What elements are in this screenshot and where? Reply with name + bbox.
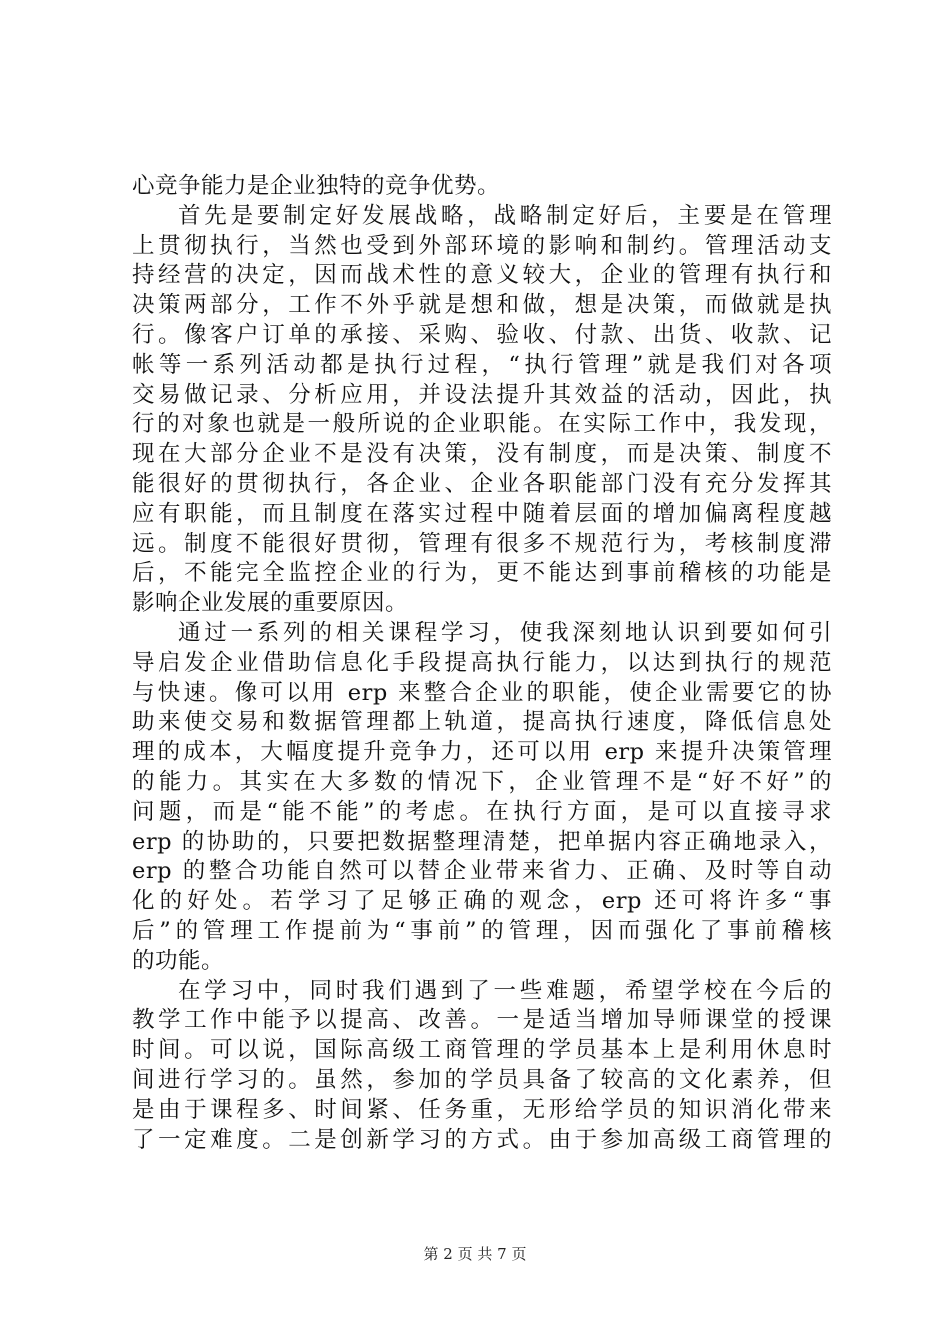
text-line: 决策两部分，工作不外乎就是想和做，想是决策，而做就是执: [132, 292, 832, 319]
text-line: erp 的协助的，只要把数据整理清楚，把单据内容正确地录入，: [132, 828, 832, 855]
text-line: 能很好的贯彻执行，各企业、企业各职能部门没有充分发挥其: [132, 470, 832, 497]
text-line: 帐等一系列活动都是执行过程，“执行管理”就是我们对各项: [132, 351, 832, 378]
text-line: 后，不能完全监控企业的行为，更不能达到事前稽核的功能是: [132, 560, 832, 587]
text-line: 教学工作中能予以提高、改善。一是适当增加导师课堂的授课: [132, 1007, 832, 1034]
text-line: 后”的管理工作提前为“事前”的管理，因而强化了事前稽核: [132, 917, 832, 944]
text-line: 交易做记录、分析应用，并设法提升其效益的活动，因此，执: [132, 381, 832, 408]
text-line: 问题，而是“能不能”的考虑。在执行方面，是可以直接寻求: [132, 798, 832, 825]
text-line: 在学习中，同时我们遇到了一些难题，希望学校在今后的: [178, 977, 832, 1004]
text-line: 上贯彻执行，当然也受到外部环境的影响和制约。管理活动支: [132, 232, 832, 259]
page-number-footer: 第 2 页 共 7 页: [423, 1245, 527, 1263]
text-line: 首先是要制定好发展战略，战略制定好后，主要是在管理: [178, 202, 832, 229]
text-line: 远。制度不能很好贯彻，管理有很多不规范行为，考核制度滞: [132, 530, 832, 557]
text-line: erp 的整合功能自然可以替企业带来省力、正确、及时等自动: [132, 858, 832, 885]
text-line: 助来使交易和数据管理都上轨道，提高执行速度，降低信息处: [132, 709, 832, 736]
text-line: 心竞争能力是企业独特的竞争优势。: [132, 173, 501, 199]
text-line: 时间。可以说，国际高级工商管理的学员基本上是利用休息时: [132, 1037, 832, 1064]
text-line: 现在大部分企业不是没有决策，没有制度，而是决策、制度不: [132, 441, 832, 468]
text-line: 的能力。其实在大多数的情况下，企业管理不是“好不好”的: [132, 768, 832, 795]
text-line: 是由于课程多、时间紧、任务重，无形给学员的知识消化带来: [132, 1096, 832, 1123]
text-line: 导启发企业借助信息化手段提高执行能力，以达到执行的规范: [132, 649, 832, 676]
text-line: 与快速。像可以用 erp 来整合企业的职能，使企业需要它的协: [132, 679, 832, 706]
document-body: [132, 172, 832, 1155]
text-line: 理的成本，大幅度提升竞争力，还可以用 erp 来提升决策管理: [132, 739, 832, 766]
text-line: 行的对象也就是一般所说的企业职能。在实际工作中，我发现，: [132, 411, 832, 438]
text-line: 间进行学习的。虽然，参加的学员具备了较高的文化素养，但: [132, 1066, 832, 1093]
text-line: 的功能。: [132, 947, 225, 974]
text-line: 应有职能，而且制度在落实过程中随着层面的增加偏离程度越: [132, 500, 832, 527]
text-line: 了一定难度。二是创新学习的方式。由于参加高级工商管理的: [132, 1126, 832, 1153]
text-line: 行。像客户订单的承接、采购、验收、付款、出货、收款、记: [132, 321, 832, 348]
text-line: 化的好处。若学习了足够正确的观念，erp 还可将许多“事: [132, 888, 832, 915]
text-line: 影响企业发展的重要原因。: [132, 590, 409, 617]
text-line: 持经营的决定，因而战术性的意义较大，企业的管理有执行和: [132, 262, 832, 289]
text-line: 通过一系列的相关课程学习，使我深刻地认识到要如何引: [178, 619, 832, 646]
